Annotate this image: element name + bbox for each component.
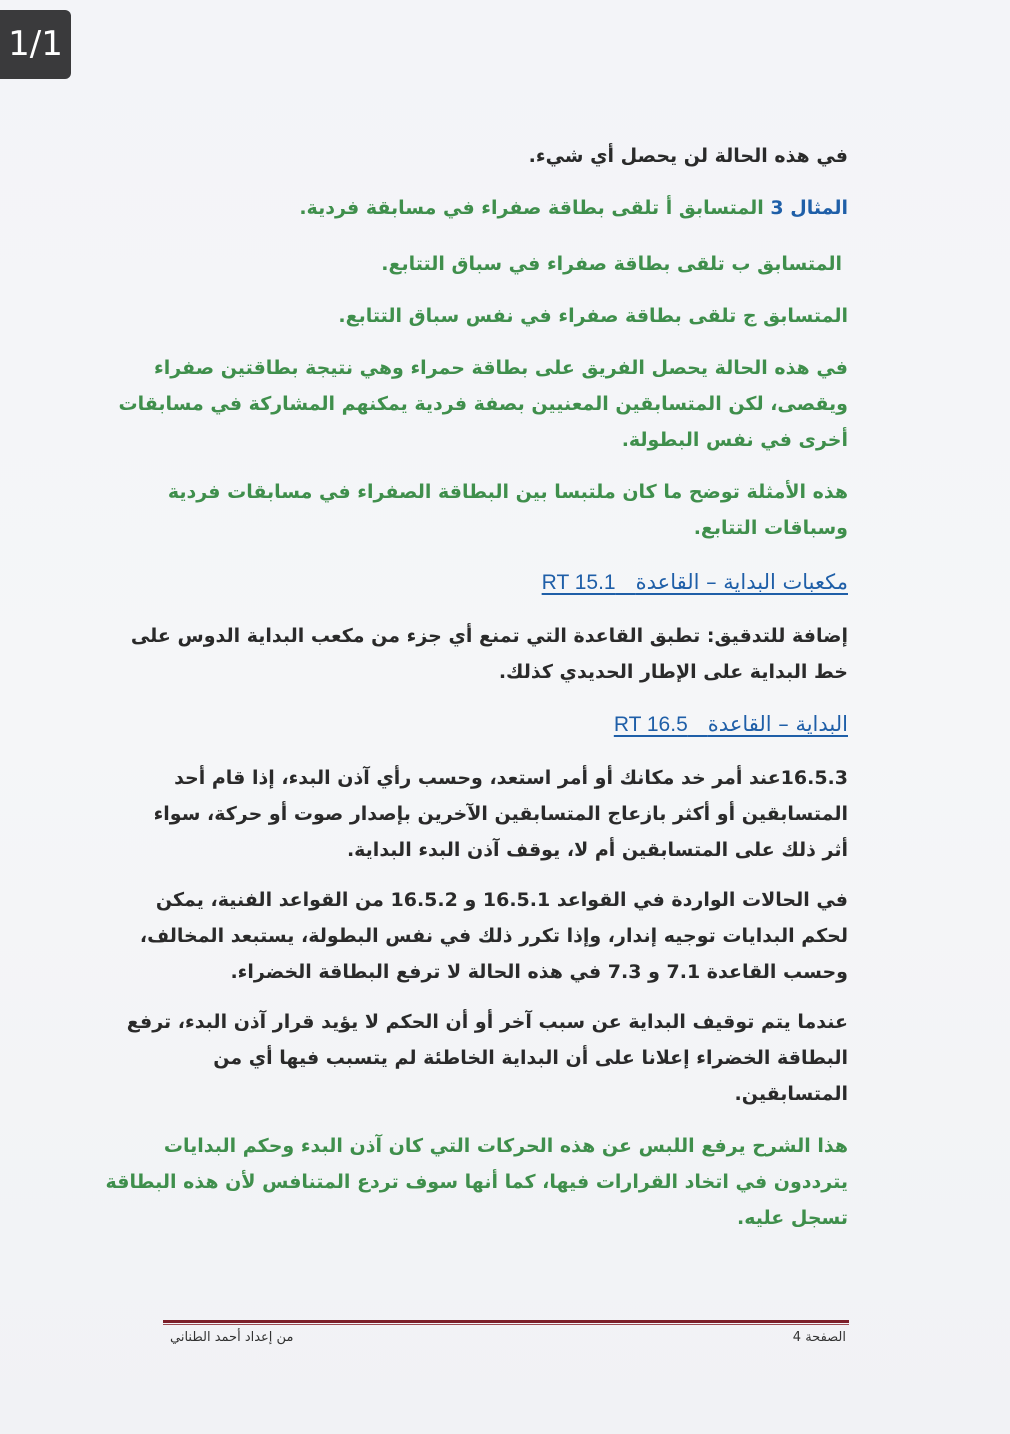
- text-line: المتسابق ج تلقى بطاقة صفراء في نفس سباق التتابع.: [338, 305, 848, 327]
- paragraph-rule-16-5-3: [153, 760, 848, 868]
- example-text: المتسابق أ تلقى بطاقة صفراء في مسابقة فردية.: [299, 197, 764, 219]
- heading-line: [170, 706, 848, 743]
- paragraph-athlete-b: [164, 246, 842, 282]
- text-line: يترددون في اتخاد القرارات فيها، كما أنها سوف تردع المتنافس لأن هذه البطاقة: [105, 1171, 848, 1193]
- text-line: أثر ذلك على المتسابقين أم لا، يوقف آذن البدء البداية.: [346, 839, 848, 861]
- paragraph-examples-clarify: [167, 474, 848, 546]
- paragraph-result-nothing: [170, 138, 848, 174]
- heading-title: البداية – القاعدة: [707, 712, 848, 736]
- footer-divider: [163, 1320, 849, 1323]
- paragraph-example-3: [170, 190, 848, 226]
- paragraph-green-card: [126, 1004, 848, 1112]
- paragraph-athlete-c: [170, 298, 848, 334]
- footer-divider-thin: [163, 1324, 849, 1325]
- text-line: تسجل عليه.: [737, 1207, 848, 1229]
- section-heading-rt-15-1: [170, 564, 848, 601]
- text-line: 16.5.3عند أمر خد مكانك أو أمر استعد، وحسب رأي آذن البدء، إذا قام أحد: [174, 767, 848, 789]
- text-line: المتسابقين أو أكثر بازعاج المتسابقين الآخرين بإصدار صوت أو حركة، سواء: [153, 803, 848, 825]
- text-line: المتسابقين.: [734, 1083, 848, 1105]
- text-line: وسباقات التتابع.: [693, 517, 848, 539]
- text-line: هذا الشرح يرفع اللبس عن هذه الحركات التي كان آذن البدء وحكم البدايات: [163, 1135, 848, 1157]
- example-label: المثال 3: [770, 197, 848, 219]
- text-line: في هذه الحالة لن يحصل أي شيء.: [528, 145, 848, 167]
- heading-code: RT 15.1: [541, 571, 616, 594]
- text-line: إضافة للتدقيق: تطبق القاعدة التي تمنع أي جزء من مكعب البداية الدوس على: [130, 625, 848, 647]
- footer-page-label: الصفحة 4: [792, 1330, 846, 1345]
- text-line: المتسابق ب تلقى بطاقة صفراء في سباق التتابع.: [381, 253, 842, 275]
- paragraph-warning-cases: [139, 882, 848, 990]
- paragraph-explanation: [105, 1128, 848, 1236]
- text-line: لحكم البدايات توجيه إندار، وإذا تكرر ذلك في نفس البطولة، يستبعد المخالف،: [139, 925, 848, 947]
- paragraph-starting-blocks: [130, 618, 848, 690]
- text-line: البطاقة الخضراء إعلانا على أن البداية الخاطئة لم يتسبب فيها أي من: [213, 1047, 848, 1069]
- text-line: في هذه الحالة يحصل الفريق على بطاقة حمراء وهي نتيجة بطاقتين صفراء: [154, 357, 848, 379]
- text-line: في الحالات الواردة في القواعد 16.5.1 و 16.5.2 من القواعد الفنية، يمكن: [155, 889, 848, 911]
- paragraph-team-red-card: [118, 350, 848, 458]
- footer-author: من إعداد أحمد الطناني: [170, 1330, 294, 1345]
- text-line: أخرى في نفس البطولة.: [621, 429, 848, 451]
- text-line: خط البداية على الإطار الحديدي كذلك.: [498, 661, 848, 683]
- text-line: هذه الأمثلة توضح ما كان ملتبسا بين البطاقة الصفراء في مسابقات فردية: [167, 481, 848, 503]
- text-line: ويقصى، لكن المتسابقين المعنيين بصفة فردية يمكنهم المشاركة في مسابقات: [118, 393, 848, 415]
- heading-title: مكعبات البداية – القاعدة: [635, 570, 848, 594]
- heading-line: [170, 564, 848, 601]
- page-counter: 1/1: [0, 10, 71, 79]
- text-line: [170, 190, 848, 226]
- section-heading-rt-16-5: [170, 706, 848, 743]
- text-line: عندما يتم توقيف البداية عن سبب آخر أو أن الحكم لا يؤيد قرار آذن البدء، ترفع: [126, 1011, 848, 1033]
- text-line: وحسب القاعدة 7.1 و 7.3 في هذه الحالة لا ترفع البطاقة الخضراء.: [230, 961, 848, 983]
- heading-code: RT 16.5: [613, 713, 688, 736]
